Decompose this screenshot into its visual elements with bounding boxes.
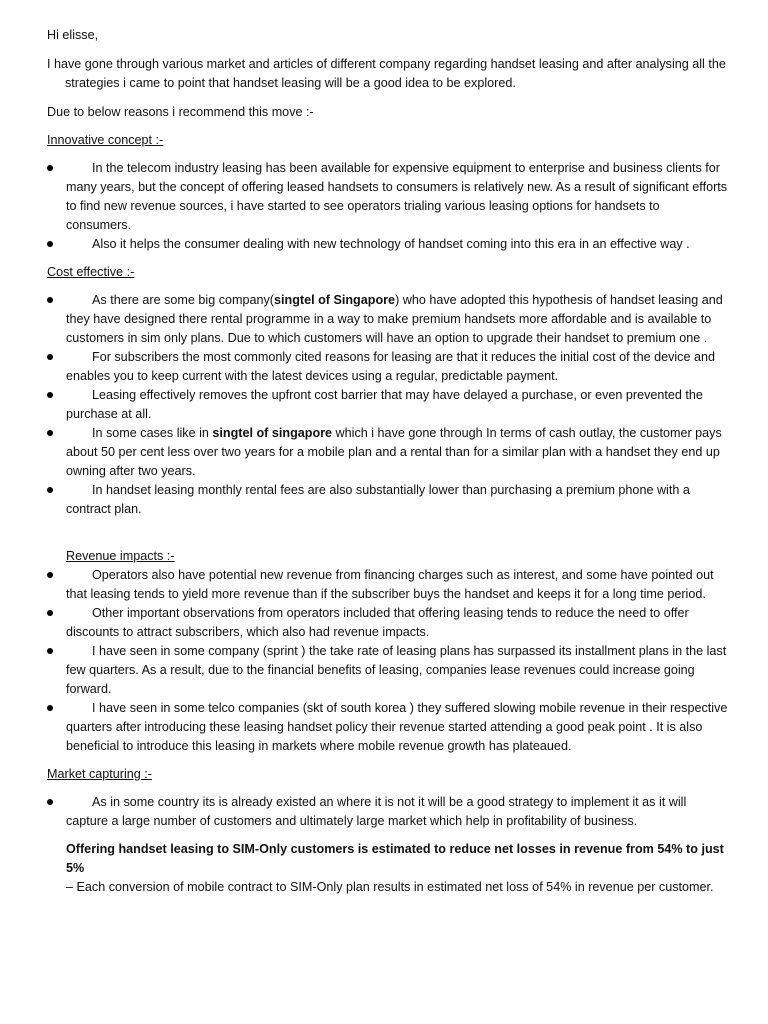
summary-note: – Each conversion of mobile contract to SIM-Only plan results in estimated net loss of 54% in revenue per customer. [66,880,714,894]
list-item: As in some country its is already existed an where it is not it will be a good strategy to implement it as it will capture a large number of customers and ultimately large market which help in profitability of business. [47,793,728,831]
list-market [47,793,728,831]
bullet-icon [47,648,53,654]
bullet-icon [47,610,53,616]
bullet-icon [47,241,53,247]
list-item: Leasing effectively removes the upfront cost barrier that may have delayed a purchase, or even prevented the purchase at all. [47,386,728,424]
list-item: As there are some big company(singtel of Singapore) who have adopted this hypothesis of handset leasing and they have designed there rental programme in a way to make premium handsets more affordable and is available to customers in sim only plans. Due to which customers will have an option to upgrade their handset to premium one . [47,291,728,348]
list-item: In the telecom industry leasing has been available for expensive equipment to enterprise and business clients for many years, but the concept of offering leased handsets to consumers is relatively new. As a result of significant efforts to find new revenue sources, i have started to see operators trialing various leasing options for handsets to consumers. [47,159,728,235]
bullet-icon [47,392,53,398]
bullet-icon [47,297,53,303]
heading-market-capturing: Market capturing :- [47,767,152,781]
bullet-icon [47,430,53,436]
summary-bold-statement: Offering handset leasing to SIM-Only customers is estimated to reduce net losses in revenue from 54% to just 5% [66,842,724,875]
heading-revenue-impacts: Revenue impacts :- [66,549,175,563]
recommendation-line: Due to below reasons i recommend this move :- [47,105,314,119]
bold-text: singtel of singapore [212,426,333,440]
bullet-icon [47,799,53,805]
bullet-icon [47,572,53,578]
bullet-icon [47,354,53,360]
bullet-icon [47,705,53,711]
list-innovative [47,159,728,254]
bold-text: singtel of Singapore [274,293,396,307]
list-item: Other important observations from operators included that offering leasing tends to reduce the need to offer discounts to attract subscribers, which also had revenue impacts. [47,604,728,642]
list-item: In some cases like in singtel of singapore which i have gone through In terms of cash outlay, the customer pays about 50 per cent less over two years for a mobile plan and a rental than for a similar plan with a handset they end up owning after two years. [47,424,728,481]
list-item: In handset leasing monthly rental fees are also substantially lower than purchasing a premium phone with a contract plan. [47,481,728,519]
list-item: For subscribers the most commonly cited reasons for leasing are that it reduces the initial cost of the device and enables you to keep current with the latest devices using a regular, predictable payment. [47,348,728,386]
list-item: Also it helps the consumer dealing with new technology of handset coming into this era in an effective way . [47,235,728,254]
heading-innovative-concept: Innovative concept :- [47,133,164,147]
list-item: Operators also have potential new revenue from financing charges such as interest, and some have pointed out that leasing tends to yield more revenue than if the subscriber buys the handset and keeps it for a long time period. [47,566,728,604]
greeting: Hi elisse, [47,28,99,42]
list-item: I have seen in some telco companies (skt of south korea ) they suffered slowing mobile revenue in their respective quarters after introducing these leasing handset policy their revenue started attending a good peak point . It is also beneficial to introduce this leasing in markets where mobile revenue growth has plateaued. [47,699,728,756]
list-item: I have seen in some company (sprint ) the take rate of leasing plans has surpassed its installment plans in the last few quarters. As a result, due to the financial benefits of leasing, companies lease revenues could increase going forward. [47,642,728,699]
intro-paragraph: I have gone through various market and articles of different company regarding handset leasing and after analysing all the strategies i came to point that handset leasing will be a good idea to be explored. [47,57,726,90]
list-cost-effective [47,291,728,519]
spacer [47,528,728,547]
bullet-icon [47,165,53,171]
list-revenue [47,566,728,756]
heading-cost-effective: Cost effective :- [47,265,135,279]
bullet-icon [47,487,53,493]
